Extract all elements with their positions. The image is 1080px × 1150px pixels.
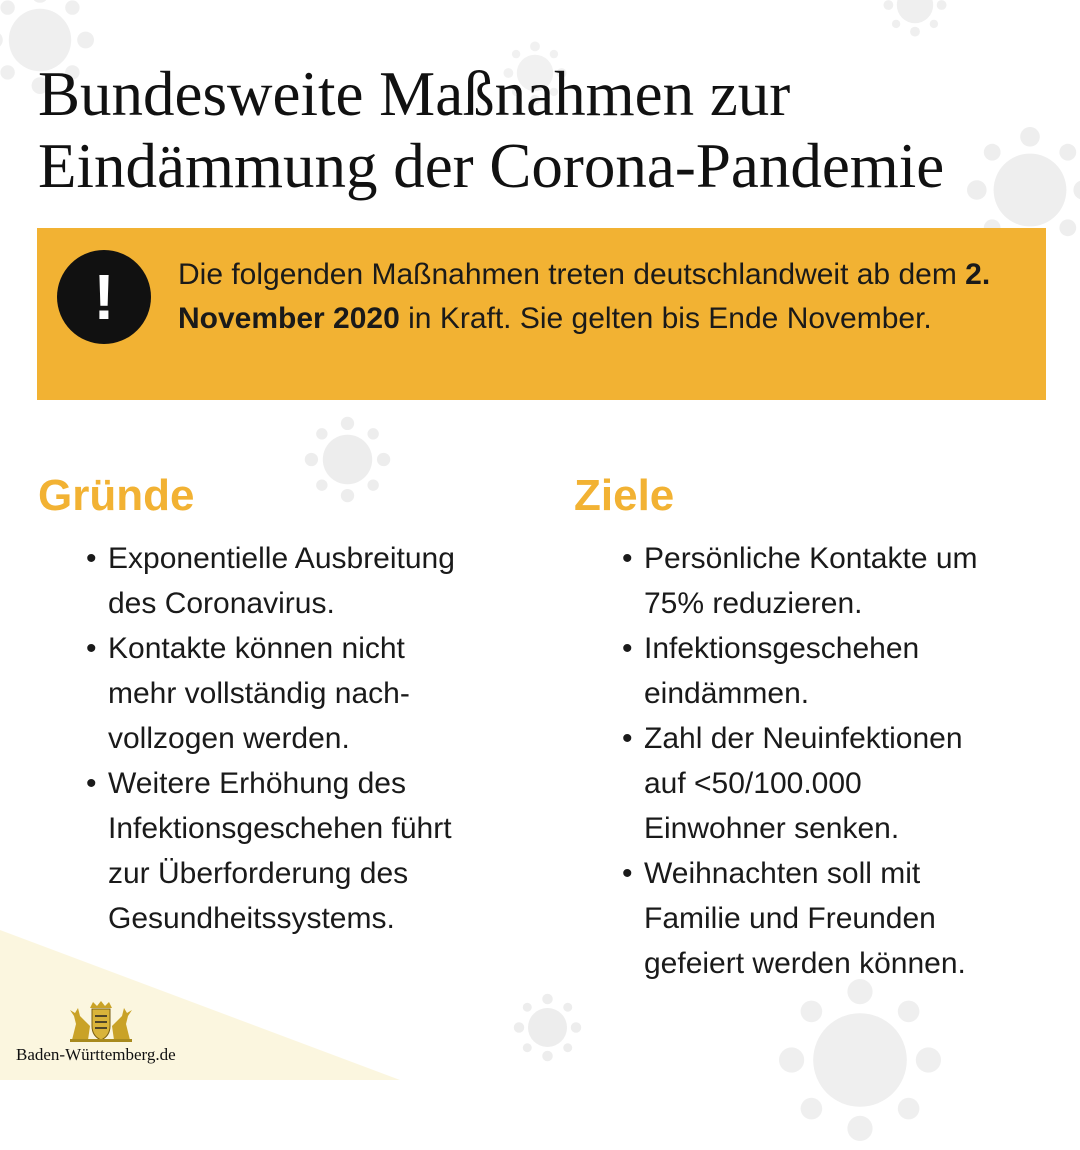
list-item-line: • Zahl der Neuinfektionen: [644, 722, 963, 755]
list-item-line: gefeiert werden können.: [644, 947, 966, 980]
virus-decoration-icon: [880, 0, 950, 40]
reasons-section: [38, 470, 538, 941]
list-item-line: zur Überforderung des: [108, 857, 409, 890]
notice-date: 2. November 2020: [178, 258, 991, 335]
list-item: [622, 626, 1064, 716]
page-title-line: Bundesweite Maßnahmen zur: [38, 59, 791, 129]
goals-list: [574, 536, 1064, 986]
list-item-line: auf <50/100.000: [644, 767, 862, 800]
page-title: [38, 58, 1058, 202]
coat-of-arms-icon: [66, 1000, 136, 1044]
list-item-line: • Infektionsgeschehen: [644, 632, 920, 665]
list-item-line: des Coronavirus.: [108, 587, 335, 620]
list-item: [622, 536, 1064, 626]
virus-decoration-icon: [510, 990, 585, 1065]
reasons-heading: Gründe: [38, 471, 195, 520]
list-item-line: • Weihnachten soll mit: [644, 857, 921, 890]
goals-section: [574, 470, 1064, 986]
reasons-list: [38, 536, 538, 941]
list-item: [86, 761, 538, 941]
list-item-line: eindämmen.: [644, 677, 810, 710]
goals-heading: Ziele: [574, 471, 675, 520]
virus-decoration-icon: [770, 970, 950, 1150]
list-item: [622, 716, 1064, 851]
list-item-line: • Persönliche Kontakte um: [644, 542, 978, 575]
notice-text-before: Die folgenden Maßnahmen treten deutschlandweit ab dem: [178, 258, 966, 291]
list-item-line: mehr vollständig nach-: [108, 677, 410, 710]
list-item-line: • Exponentielle Ausbreitung: [108, 542, 455, 575]
notice-text: [178, 253, 1028, 341]
logo-text: Baden-Württemberg.de: [16, 1045, 176, 1064]
list-item-line: Infektionsgeschehen führt: [108, 812, 452, 845]
exclamation-icon: !: [57, 250, 151, 344]
list-item-line: 75% reduzieren.: [644, 587, 863, 620]
baden-wuerttemberg-logo[interactable]: [16, 1000, 196, 1072]
list-item-line: Einwohner senken.: [644, 812, 900, 845]
notice-text-after: in Kraft. Sie gelten bis Ende November.: [399, 302, 932, 335]
list-item: [86, 626, 538, 761]
page-title-line: Eindämmung der Corona-Pandemie: [38, 131, 945, 201]
list-item: [622, 851, 1064, 986]
list-item-line: Gesundheitssystems.: [108, 902, 395, 935]
list-item-line: • Weitere Erhöhung des: [108, 767, 406, 800]
list-item-line: vollzogen werden.: [108, 722, 350, 755]
list-item-line: Familie und Freunden: [644, 902, 936, 935]
list-item: [86, 536, 538, 626]
list-item-line: • Kontakte können nicht: [108, 632, 405, 665]
